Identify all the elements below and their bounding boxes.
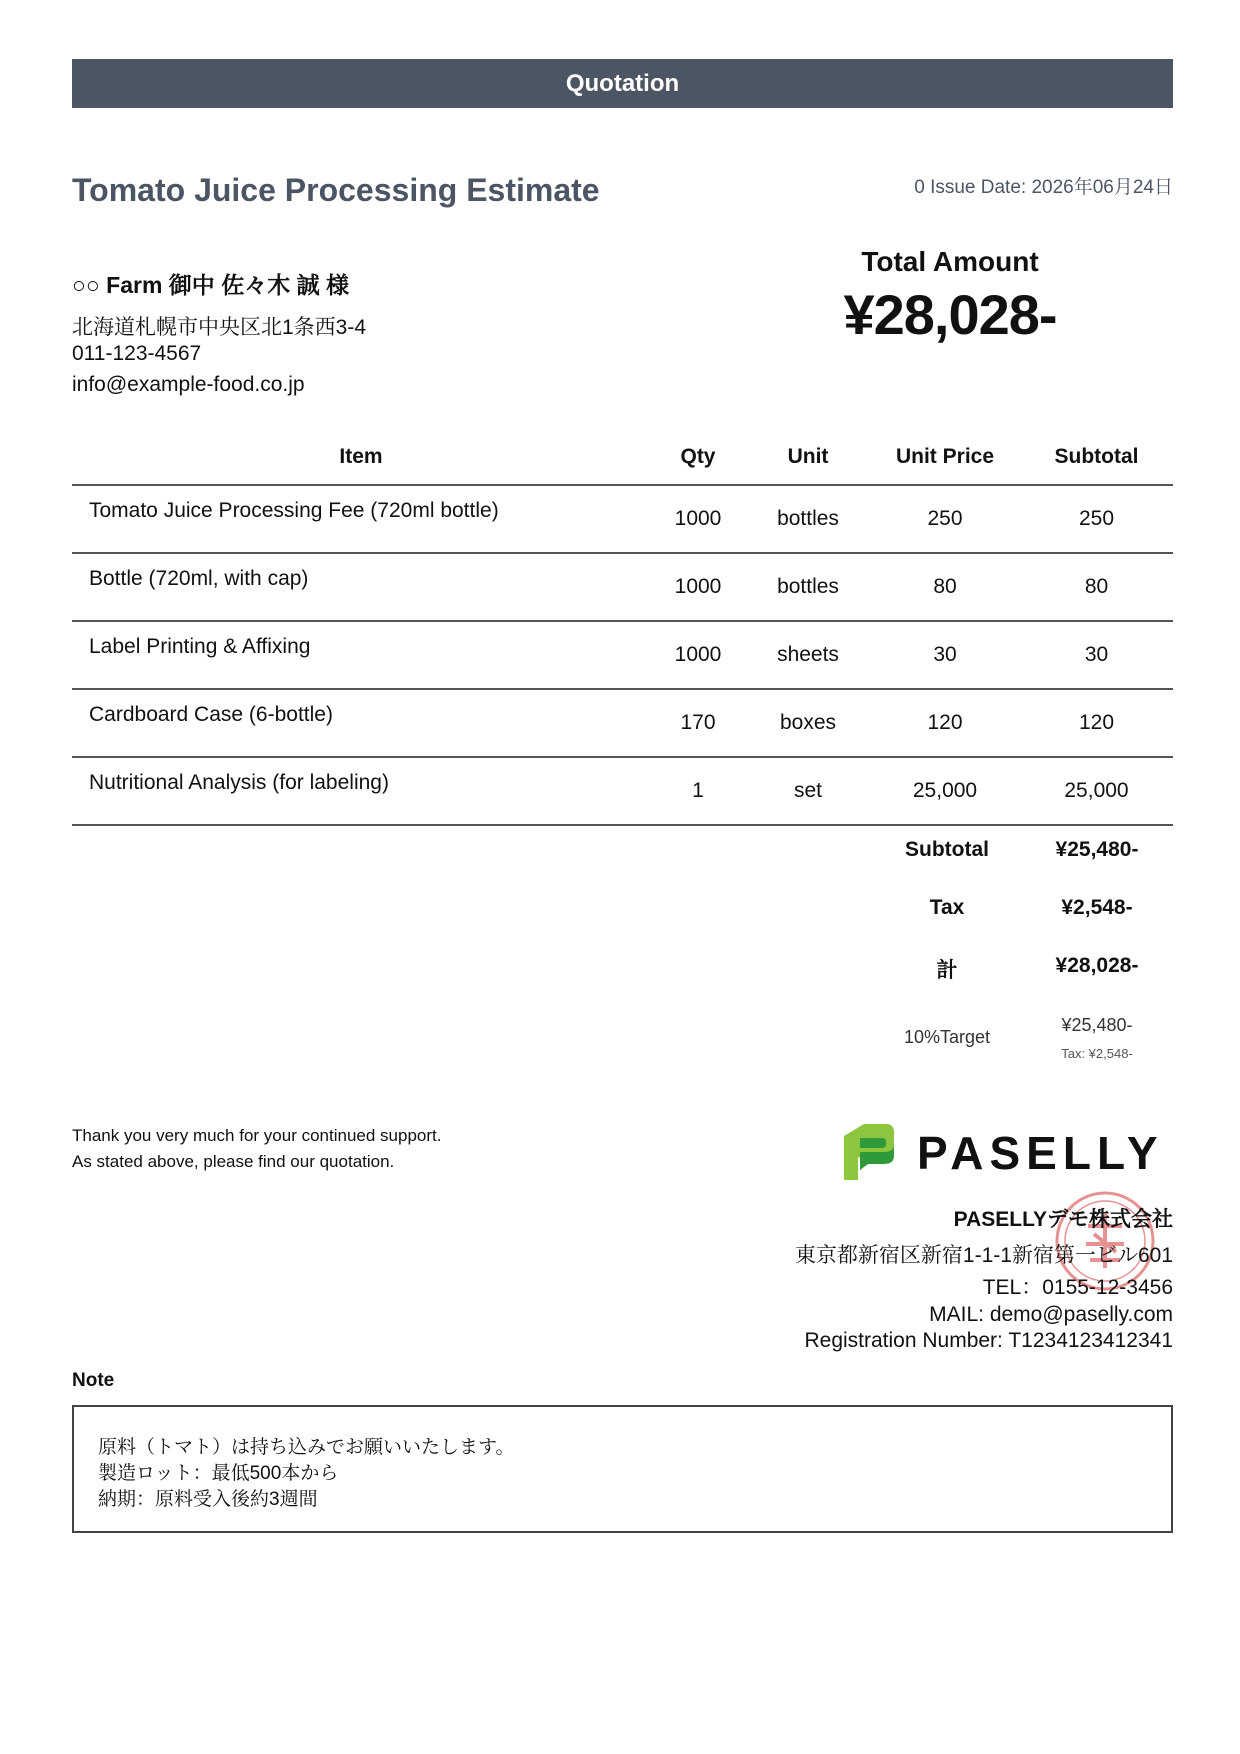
grand-total-label: 計 (936, 959, 958, 982)
tax-target-base: ¥25,480- (1061, 1015, 1133, 1035)
row-unit-price: 25,000 (870, 757, 1020, 825)
row-qty: 1 (650, 757, 746, 825)
header-unit: Unit (746, 430, 870, 485)
row-qty: 1000 (650, 485, 746, 553)
thanks-message-line-1: Thank you very much for your continued support. (72, 1126, 442, 1145)
note-line-3: 納期：原料受入後約3週間 (98, 1489, 318, 1510)
company-mail: MAIL: demo@paselly.com (929, 1303, 1173, 1326)
row-unit: sheets (746, 621, 870, 689)
row-item: Bottle (720ml, with cap) (72, 553, 650, 621)
row-item: Tomato Juice Processing Fee (720ml bottle) (72, 485, 650, 553)
row-subtotal: 25,000 (1020, 757, 1173, 825)
note-line-1: 原料（トマト）は持ち込みでお願いいたします。 (98, 1437, 515, 1458)
client-name: ○○ Farm 御中 佐々木 誠 様 (72, 272, 349, 298)
table-row (72, 553, 1173, 621)
note-label: Note (72, 1370, 115, 1391)
row-qty: 1000 (650, 553, 746, 621)
header-item: Item (72, 430, 650, 485)
row-item: Nutritional Analysis (for labeling) (72, 757, 650, 825)
header-unit-price: Unit Price (870, 430, 1020, 485)
header-qty: Qty (650, 430, 746, 485)
table-row (72, 689, 1173, 757)
line-items-table (72, 430, 1173, 826)
row-unit-price: 30 (870, 621, 1020, 689)
row-unit-price: 120 (870, 689, 1020, 757)
tax-value: ¥2,548- (1061, 896, 1133, 919)
row-qty: 1000 (650, 621, 746, 689)
company-tel: TEL：0155-12-3456 (982, 1276, 1173, 1299)
client-address: 北海道札幌市中央区北1条西3-4 (72, 316, 367, 339)
row-unit-price: 250 (870, 485, 1020, 553)
grand-total-value: ¥28,028- (1055, 954, 1139, 977)
row-unit-price: 80 (870, 553, 1020, 621)
total-amount-label: Total Amount (861, 246, 1039, 277)
row-unit: set (746, 757, 870, 825)
row-subtotal: 120 (1020, 689, 1173, 757)
row-item: Cardboard Case (6-bottle) (72, 689, 650, 757)
table-row (72, 757, 1173, 825)
tax-label: Tax (929, 896, 965, 919)
paselly-logo (842, 1122, 1173, 1180)
note-line-2: 製造ロット：最低500本から (98, 1463, 339, 1484)
issue-date: 0 Issue Date: 2026年06月24日 (914, 177, 1173, 198)
client-phone: 011-123-4567 (72, 342, 202, 365)
table-row (72, 485, 1173, 553)
paselly-logo-text: PASELLY (917, 1127, 1164, 1179)
row-subtotal: 250 (1020, 485, 1173, 553)
row-unit: bottles (746, 485, 870, 553)
row-unit: bottles (746, 553, 870, 621)
tax-target-tax: Tax: ¥2,548- (1061, 1046, 1133, 1061)
company-info (795, 1203, 1173, 1353)
document-banner: Quotation (72, 59, 1173, 108)
subtotal-value: ¥25,480- (1055, 838, 1139, 861)
table-row (72, 621, 1173, 689)
company-name: PASELLYデモ株式会社 (953, 1208, 1173, 1231)
row-subtotal: 80 (1020, 553, 1173, 621)
thanks-message-line-2: As stated above, please find our quotation. (72, 1152, 395, 1171)
subtotal-label: Subtotal (905, 838, 989, 861)
paselly-logo-mark-icon (844, 1124, 894, 1180)
company-registration: Registration Number: T1234123412341 (804, 1329, 1173, 1352)
company-address: 東京都新宿区新宿1-1-1新宿第一ビル601 (794, 1244, 1173, 1267)
client-email: info@example-food.co.jp (72, 373, 305, 396)
document-title: Tomato Juice Processing Estimate (72, 172, 600, 208)
tax-target-label: 10%Target (903, 1027, 991, 1047)
row-subtotal: 30 (1020, 621, 1173, 689)
table-header-row (72, 430, 1173, 485)
total-amount-value: ¥28,028- (843, 283, 1057, 346)
row-item: Label Printing & Affixing (72, 621, 650, 689)
row-unit: boxes (746, 689, 870, 757)
row-qty: 170 (650, 689, 746, 757)
header-subtotal: Subtotal (1020, 430, 1173, 485)
